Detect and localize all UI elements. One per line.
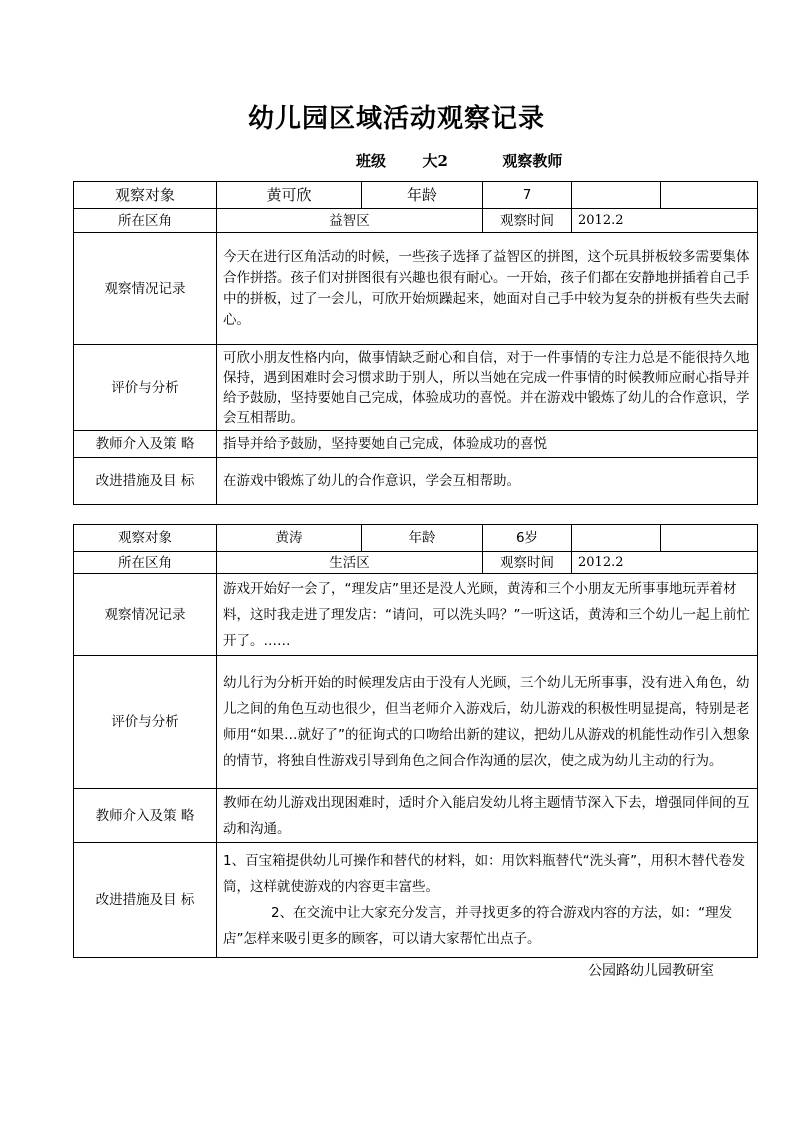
- improvement-label: 改进措施及目 标: [74, 458, 217, 505]
- subject-value: 黄涛: [217, 525, 362, 552]
- record-label: 观察情况记录: [74, 574, 217, 656]
- class-value: 大2: [422, 152, 448, 170]
- time-value: 2012.2: [572, 552, 758, 574]
- record-text: 今天在进行区角活动的时候，一些孩子选择了益智区的拼图，这个玩具拼板较多需要集体合作拼搭。孩子们对拼图很有兴趣也很有耐心。一开始，孩子们都在安静地拼插着自己手中的拼板，过了一会儿，可欣开始烦躁起来，她面对自己手中较为复杂的拼板有些失去耐心。: [217, 233, 758, 345]
- time-label: 观察时间: [483, 209, 572, 233]
- age-value: 6岁: [483, 525, 572, 552]
- improvement-cell: [217, 843, 758, 958]
- empty-cell: [661, 182, 758, 209]
- footer-org: 公园路幼儿园教研室: [588, 963, 714, 979]
- intervention-text: 指导并给予鼓励，坚持要她自己完成，体验成功的喜悦: [217, 431, 758, 458]
- age-label: 年龄: [362, 182, 483, 209]
- empty-cell: [661, 525, 758, 552]
- empty-cell: [572, 525, 661, 552]
- evaluation-label: 评价与分析: [74, 345, 217, 431]
- time-value: 2012.2: [572, 209, 758, 233]
- area-value: 生活区: [217, 552, 483, 574]
- class-teacher-line: [356, 150, 562, 171]
- evaluation-text: 可欣小朋友性格内向，做事情缺乏耐心和自信，对于一件事情的专注力总是不能很持久地保持，遇到困难时会习惯求助于别人，所以当她在完成一件事情的时候教师应耐心指导并给予鼓励，坚持要她自己完成，体验成功的喜悦。并在游戏中锻炼了幼儿的合作意识，学会互相帮助。: [217, 345, 758, 431]
- subject-value: 黄可欣: [217, 182, 362, 209]
- evaluation-text: 幼儿行为分析开始的时候理发店由于没有人光顾，三个幼儿无所事事，没有进入角色，幼儿之间的角色互动也很少，但当老师介入游戏后，幼儿游戏的积极性明显提高，特别是老师用“如果…就好了”的征询式的口吻给出新的建议，把幼儿从游戏的机能性动作引入想象的情节，将独自性游戏引导到角色之间合作沟通的层次，使之成为幼儿主动的行为。: [217, 656, 758, 789]
- teacher-label: 观察教师: [502, 152, 563, 170]
- intervention-label: 教师介入及策 略: [74, 789, 217, 843]
- observation-table-1: [73, 181, 758, 505]
- subject-label: 观察对象: [74, 182, 217, 209]
- evaluation-label: 评价与分析: [74, 656, 217, 789]
- intervention-label: 教师介入及策 略: [74, 431, 217, 458]
- age-value: 7: [483, 182, 572, 209]
- area-label: 所在区角: [74, 552, 217, 574]
- subject-label: 观察对象: [74, 525, 217, 552]
- intervention-text: 教师在幼儿游戏出现困难时，适时介入能启发幼儿将主题情节深入下去，增强同伴间的互动和沟通。: [217, 789, 758, 843]
- area-label: 所在区角: [74, 209, 217, 233]
- time-label: 观察时间: [483, 552, 572, 574]
- improvement-label: 改进措施及目 标: [74, 843, 217, 958]
- improvement-text: 在游戏中锻炼了幼儿的合作意识，学会互相帮助。: [217, 458, 758, 505]
- class-label: 班级: [356, 152, 387, 170]
- improvement-item-2: 2、在交流中让大家充分发言，并寻找更多的符合游戏内容的方法，如：“理发店”怎样来吸引更多的顾客，可以请大家帮忙出点子。: [223, 905, 733, 947]
- observation-table-2: [73, 524, 758, 958]
- area-value: 益智区: [217, 209, 483, 233]
- record-label: 观察情况记录: [74, 233, 217, 345]
- page-title: 幼儿园区域活动观察记录: [247, 104, 545, 134]
- record-text: 游戏开始好一会了，“理发店”里还是没人光顾，黄涛和三个小朋友无所事事地玩弄着材料，这时我走进了理发店：“请问，可以洗头吗？”一听这话，黄涛和三个幼儿一起上前忙开了。……: [217, 574, 758, 656]
- improvement-item-1: 1、百宝箱提供幼儿可操作和替代的材料，如：用饮料瓶替代“洗头膏”，用积木替代卷发筒，这样就使游戏的内容更丰富些。: [223, 853, 746, 895]
- empty-cell: [572, 182, 661, 209]
- age-label: 年龄: [362, 525, 483, 552]
